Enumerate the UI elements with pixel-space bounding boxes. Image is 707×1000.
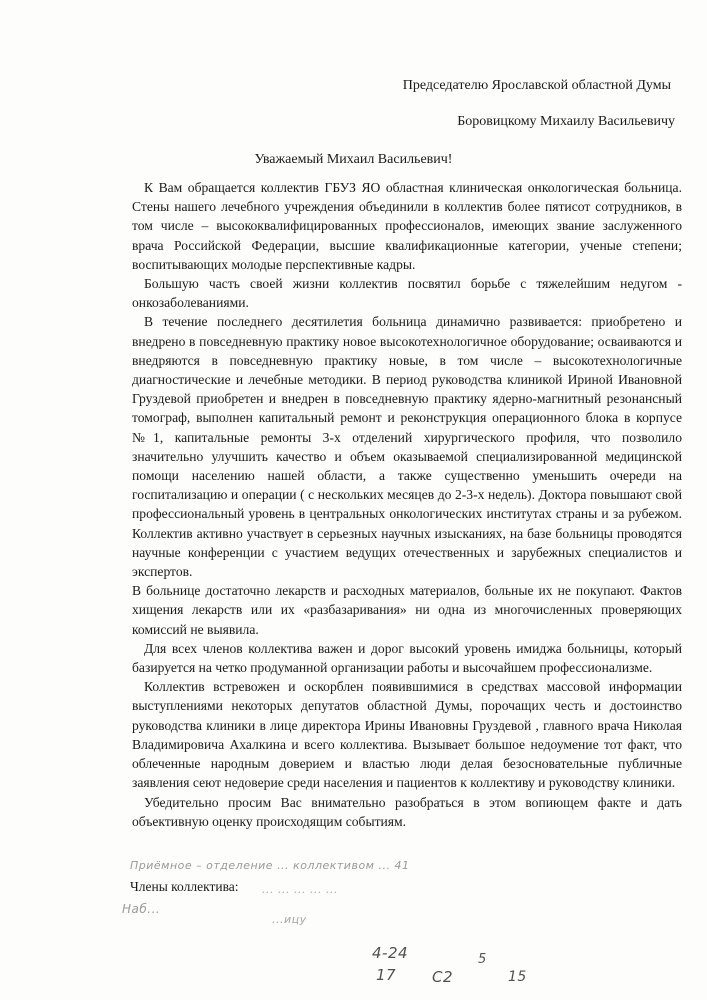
handwritten-number: 15 <box>508 969 527 985</box>
salutation: Уважаемый Михаил Васильевич! <box>254 152 453 167</box>
handwritten-number: 17 <box>376 966 397 984</box>
addressee-title: Председателю Ярославской областной Думы <box>402 78 671 93</box>
letter-body <box>132 178 682 831</box>
handwritten-note: Приёмное – отделение ... коллективом ... 41 <box>130 859 410 872</box>
members-label: Члены коллектива: <box>130 879 239 894</box>
paragraph-development: В течение последнего десятилетия больница динамично развивается: приобретено и внедрено в повседневную практику новое высокотехнологичное оборудование; осваиваются и внедряются в повседневную практику новые, в том числе – высокотехнологичные диагностические и лечебные методики. В период руководства клиникой Ириной Ивановной Груздевой приобретен и внедрен в повседневную практику ядерно-магнитный резонансный томограф, выполнен капитальный ремонт и реконструкция операционного блока в корпусе №1, капитальные ремонты 3-х отделений хирургического профиля, что позволило значительно улучшить качество и объем оказываемой специализированной медицинской помощи населению нашей области, а также существенно уменьшить очереди на госпитализацию и операции ( с нескольких месяцев до 2-3-х недель). Доктора повышают свой профессиональный уровень в центральных онкологических институтах страны и за рубежом. Коллектив активно участвует в серьезных научных изысканиях, на базе больницы проводятся научные конференции с участием ведущих отечественных и зарубежных специалистов и экспертов. <box>132 314 682 580</box>
handwritten-signature: Наб... <box>122 902 161 916</box>
handwritten-signature: ...ицу <box>272 913 307 926</box>
addressee-name: Боровицкому Михаилу Васильевичу <box>457 114 675 129</box>
paragraph-medicines: В больнице достаточно лекарств и расходных материалов, больные их не покупают. Фактов хищения лекарств или их «разбазаривания» ни одна из многочисленных проверяющих комиссий не выявила. <box>132 583 682 637</box>
handwritten-number: С2 <box>432 968 454 986</box>
paragraph-mission: Большую часть своей жизни коллектив посвятил борьбе с тяжелейшим недугом - онкозаболеваниями. <box>132 276 682 311</box>
paragraph-intro: К Вам обращается коллектив ГБУЗ ЯО областная клиническая онкологическая больница. Стены нашего лечебного учреждения объединили в коллектив более пятисот сотрудников, в том числе – высококвалифицированных профессионалов, имеющих звание заслуженного врача Российской Федерации, высшие квалификационные категории, ученые степени; воспитывающих молодые перспективные кадры. <box>132 180 682 272</box>
handwritten-number: 5 <box>478 952 487 967</box>
handwritten-signatures: ... ... ... ... ... <box>262 883 338 896</box>
paragraph-request: Убедительно просим Вас внимательно разобраться в этом вопиющем факте и дать объективную оценку происходящим событиям. <box>132 794 682 829</box>
paragraph-concern: Коллектив встревожен и оскорблен появившимися в средствах массовой информации выступлениями некоторых депутатов областной Думы, порочащих честь и достоинство руководства клиники в лице директора Ирины Ивановны Груздевой , главного врача Николая Владимировича Ахалкина и всего коллектива. Вызывает большое недоумение тот факт, что облеченные народным доверием и властью люди делая безосновательные публичные заявления сеют недоверие среди населения и пациентов к коллективу и руководству клиники. <box>132 679 682 791</box>
handwritten-number: 4-24 <box>372 944 409 962</box>
paragraph-image: Для всех членов коллектива важен и дорог высокий уровень имиджа больницы, который базируется на четко продуманной организации работы и высочайшем профессионализме. <box>132 640 682 676</box>
